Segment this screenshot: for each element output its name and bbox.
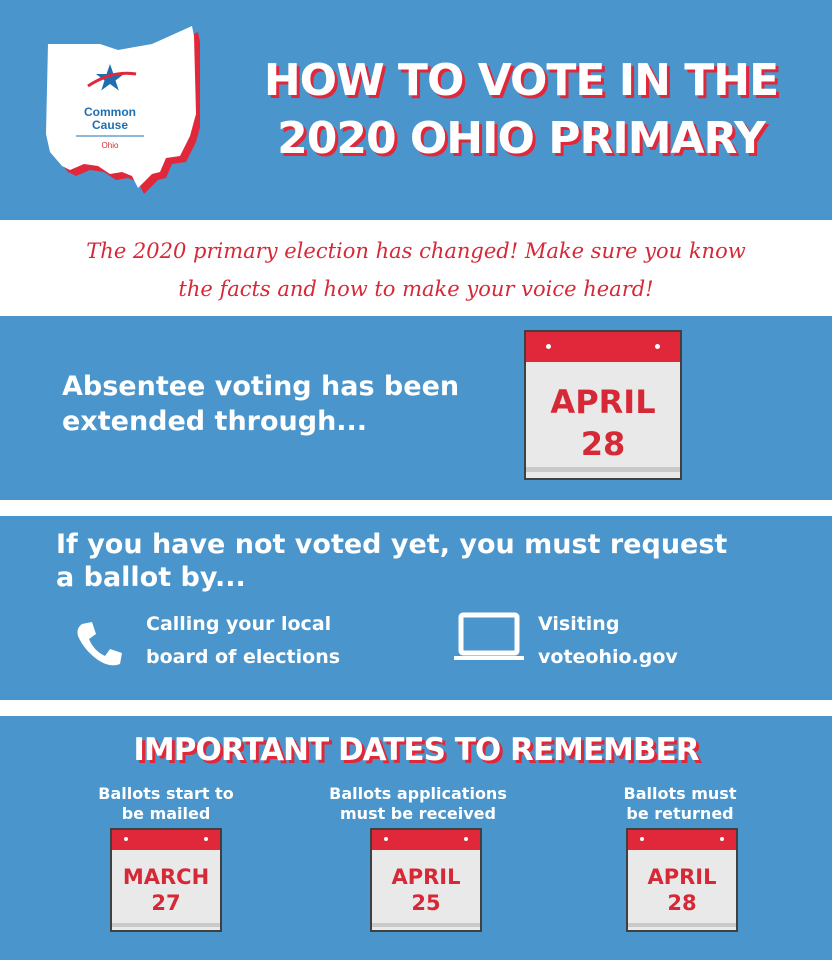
request-line1: If you have not voted yet, you must request (56, 529, 728, 560)
header-band (0, 0, 832, 220)
method-website-line2: voteohio.gov (538, 646, 678, 668)
logo-state: Ohio (101, 141, 119, 150)
date-label-applications-line2: must be received (340, 804, 496, 823)
date-label-applications (308, 784, 528, 824)
logo-name-line1: Common (84, 105, 136, 119)
date-label-applications-line1: Ballots applications (329, 784, 507, 803)
date-label-mailed-line2: be mailed (121, 804, 211, 823)
calendar-mailed-month: MARCH (122, 865, 210, 889)
date-label-returned (570, 784, 790, 824)
important-dates-title: IMPORTANT DATES TO REMEMBER (133, 732, 699, 768)
phone-icon (74, 620, 124, 672)
tagline (30, 232, 802, 308)
absentee-line1: Absentee voting has been (62, 371, 460, 402)
request-heading (56, 528, 796, 594)
tagline-band (0, 220, 832, 316)
absentee-calendar-icon (524, 330, 682, 480)
page-title-line1: HOW TO VOTE IN THE (263, 55, 779, 106)
date-label-returned-line2: be returned (626, 804, 734, 823)
date-label-mailed (56, 784, 276, 824)
date-label-returned-line1: Ballots must (623, 784, 737, 803)
date-label-mailed-line1: Ballots start to (98, 784, 234, 803)
calendar-mailed-day: 27 (151, 891, 181, 915)
method-website-line1: Visiting (538, 613, 620, 635)
tagline-line1: The 2020 primary election has changed! Make sure you know (86, 239, 746, 263)
method-phone (146, 608, 340, 674)
calendar-applications-month: APRIL (391, 865, 461, 889)
page-title (226, 52, 816, 168)
request-line2: a ballot by... (56, 562, 246, 593)
page-title-line2: 2020 OHIO PRIMARY (277, 113, 765, 164)
calendar-applications-icon (370, 828, 482, 932)
absentee-line2: extended through... (62, 406, 368, 437)
calendar-day: 28 (580, 425, 626, 463)
calendar-mailed-icon (110, 828, 222, 932)
calendar-month: APRIL (550, 383, 656, 421)
calendar-applications-day: 25 (411, 891, 441, 915)
calendar-returned-month: APRIL (647, 865, 717, 889)
tagline-line2: the facts and how to make your voice heard! (178, 277, 654, 301)
method-phone-line1: Calling your local (146, 613, 332, 635)
laptop-icon (454, 612, 524, 668)
absentee-text (62, 369, 502, 439)
calendar-returned-day: 28 (667, 891, 697, 915)
method-website (538, 608, 678, 674)
calendar-returned-icon (626, 828, 738, 932)
method-phone-line2: board of elections (146, 646, 341, 668)
logo-name-line2: Cause (91, 118, 129, 132)
common-cause-ohio-logo (40, 24, 200, 198)
